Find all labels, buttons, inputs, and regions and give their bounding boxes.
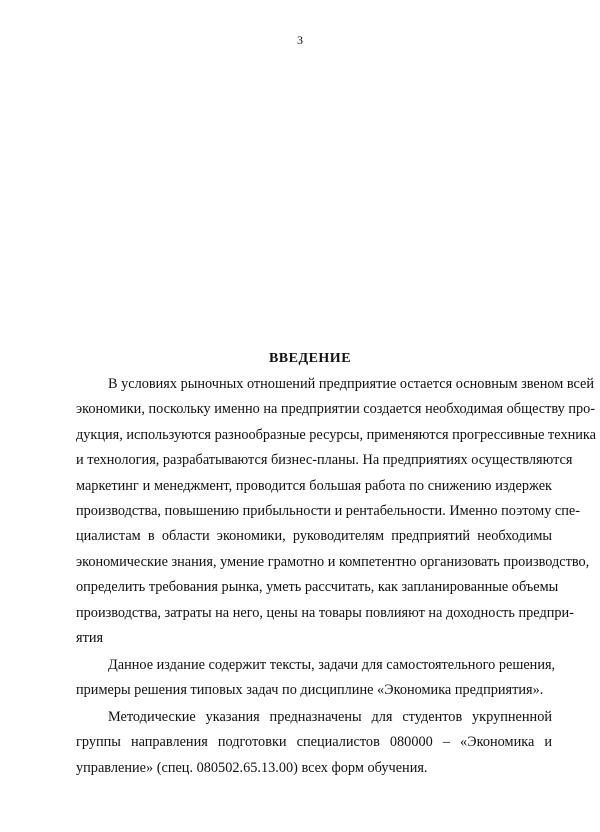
paragraph-line: Методические указания предназначены для студентов укрупненной (108, 709, 552, 725)
paragraph-audience (76, 705, 552, 781)
section-title: ВВЕДЕНИЕ (268, 351, 352, 366)
paragraph-introduction (76, 372, 596, 651)
paragraph-line: маркетинг и менеджмент, проводится большая работа по снижению издержек (76, 477, 552, 494)
paragraph-line: В условиях рыночных отношений предприятие остается основным звеном всей (108, 376, 595, 392)
paragraph-line: примеры решения типовых задач по дисциплине «Экономика предприятия». (76, 682, 544, 699)
paragraph-line: ятия (76, 630, 104, 647)
paragraph-edition-contents (76, 653, 556, 704)
paragraph-line: производства, затраты на него, цены на товары повлияют на доходность предпри- (76, 604, 574, 621)
paragraph-line: и технология, разрабатываются бизнес-планы. На предприятиях осуществляются (76, 452, 573, 469)
paragraph-line: Данное издание содержит тексты, задачи для самостоятельного решения, (108, 657, 556, 673)
paragraph-line: экономические знания, умение грамотно и компетентно организовать производство, (76, 553, 590, 570)
paragraph-line: группы направления подготовки специалистов 080000 – «Экономика и (76, 734, 552, 751)
paragraph-line: производства, повышению прибыльности и рентабельности. Именно поэтому спе- (76, 503, 581, 520)
paragraph-line: определить требования рынка, уметь рассчитать, как запланированные объемы (76, 579, 559, 596)
page-number: 3 (297, 33, 303, 47)
paragraph-line: экономики, поскольку именно на предприятии создается необходимая обществу про- (76, 401, 596, 418)
paragraph-line: дукция, используются разнообразные ресурсы, применяются прогрессивные техника (76, 426, 596, 443)
paragraph-line: циалистам в области экономики, руководителям предприятий необходимы (76, 528, 552, 545)
paragraph-line: управление» (спец. 080502.65.13.00) всех форм обучения. (76, 759, 428, 776)
